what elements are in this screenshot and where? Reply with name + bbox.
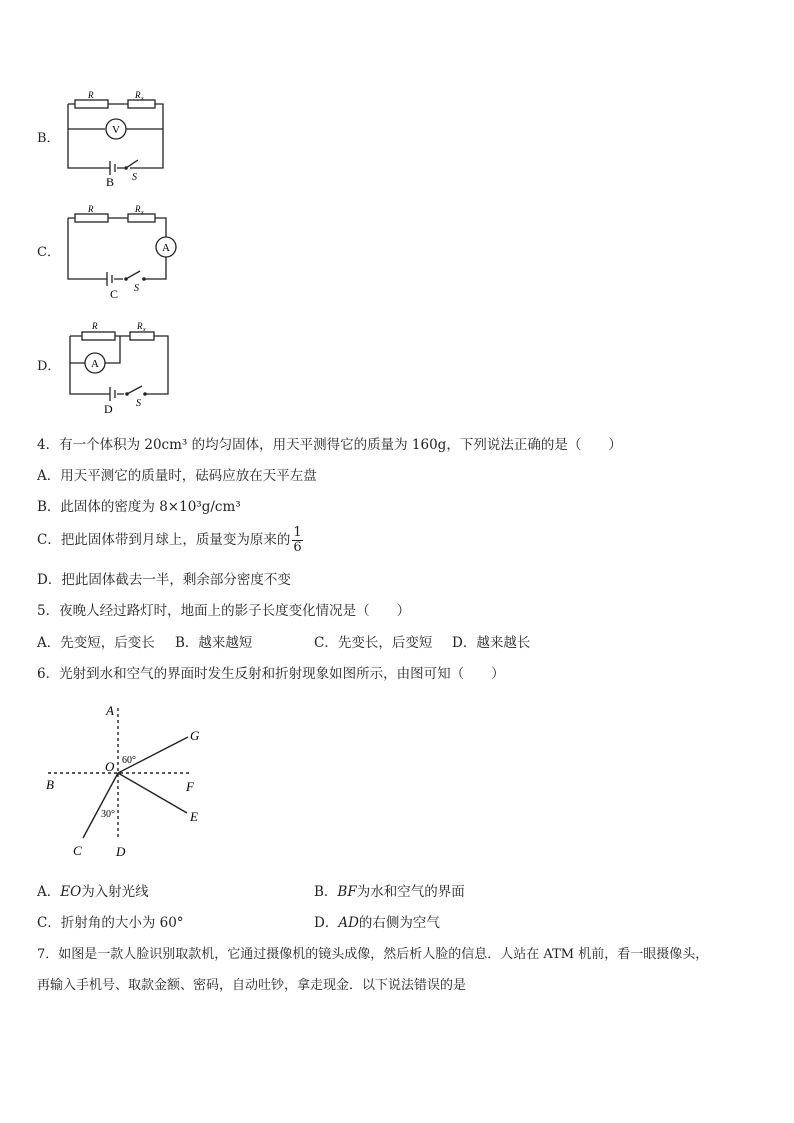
circuit-diagram-d — [60, 318, 180, 418]
r2-subscript: x — [141, 210, 144, 216]
option-c-label: C． — [37, 245, 60, 260]
r2-label: R — [135, 90, 141, 100]
circuit-wire — [68, 104, 163, 168]
label-a: A — [106, 703, 114, 718]
q5-option-c: C．先变长，后变短 — [314, 635, 433, 651]
circuit-diagram-c — [60, 203, 185, 303]
label-c: C — [73, 843, 82, 858]
resistor-rx — [130, 332, 154, 340]
q6-option-d: D．AD的右侧为空气 — [314, 915, 440, 931]
r2-subscript: x — [141, 96, 144, 102]
label-d: D — [116, 844, 126, 859]
circuit-wire — [68, 218, 166, 279]
q6-option-b: B．BF为水和空气的界面 — [314, 884, 465, 900]
refraction-diagram — [40, 700, 220, 860]
label-b: B — [46, 777, 54, 792]
option-d-label: D． — [37, 359, 61, 374]
label-g: G — [190, 728, 200, 743]
r2-label: R — [137, 321, 143, 331]
q4-option-d: D．把此固体截去一半，剩余部分密度不变 — [37, 572, 291, 588]
label-f: F — [186, 779, 194, 794]
q5-stem: 5．夜晚人经过路灯时，地面上的影子长度变化情况是（ ） — [37, 603, 411, 619]
angle-30: 30° — [101, 809, 115, 820]
meter-letter: V — [112, 124, 120, 136]
q5-option-a: A．先变短，后变长 — [37, 635, 155, 651]
switch-label: S — [136, 398, 141, 409]
switch-label: S — [134, 283, 139, 294]
switch-label: S — [132, 172, 137, 183]
angle-60: 60° — [122, 755, 136, 766]
ray-oc — [83, 773, 118, 838]
resistor-r — [82, 332, 115, 340]
resistor-r — [75, 214, 108, 222]
fraction-one-sixth: $\frac{1}{6}$ — [293, 525, 302, 555]
caption-letter: C — [110, 287, 119, 301]
q4-option-c — [37, 526, 303, 555]
r1-label: R — [88, 204, 94, 214]
q6-stem: 6．光射到水和空气的界面时发生反射和折射现象如图所示，由图可知（ ） — [37, 666, 505, 682]
q4-stem: 4．有一个体积为 20cm³ 的均匀固体，用天平测得它的质量为 160g，下列说法正确的是（ ） — [37, 437, 622, 453]
label-o: O — [105, 759, 115, 774]
q7-stem-line1: 7．如图是一款人脸识别取款机，它通过摄像机的镜头成像，然后析人脸的信息．人站在 ATM 机前，看一眼摄像头， — [37, 947, 709, 962]
circuit-diagram-b — [60, 88, 180, 190]
battery-icon — [107, 272, 123, 286]
q4-option-a: A．用天平测它的质量时，砝码应放在天平左盘 — [37, 468, 317, 484]
q5-option-d: D．越来越长 — [452, 635, 531, 651]
caption-letter: D — [104, 402, 113, 416]
option-b-label: B． — [37, 131, 60, 146]
label-e: E — [190, 809, 198, 824]
q6-option-a: A．EO为入射光线 — [37, 884, 149, 900]
resistor-r — [75, 100, 108, 108]
ray-oe — [118, 773, 187, 813]
meter-letter: A — [162, 242, 170, 254]
q6-option-c: C．折射角的大小为 60° — [37, 915, 184, 931]
q7-stem-line2: 再输入手机号、取款金额、密码，自动吐钞，拿走现金．以下说法错误的是 — [37, 978, 467, 993]
q4-option-c-text: C．把此固体带到月球上，质量变为原来的 — [37, 532, 291, 548]
r2-label: R — [135, 204, 141, 214]
r1-label: R — [92, 321, 98, 331]
q5-option-b: B．越来越短 — [175, 635, 253, 651]
battery-icon — [110, 161, 124, 175]
caption-letter: B — [106, 175, 115, 189]
r2-subscript: x — [143, 327, 146, 333]
switch-icon — [126, 271, 140, 279]
q4-option-b: B．此固体的密度为 8×10³g/cm³ — [37, 499, 241, 515]
switch-icon — [126, 160, 138, 168]
battery-icon — [110, 387, 124, 401]
switch-icon — [127, 386, 142, 394]
meter-letter: A — [91, 358, 99, 370]
r1-label: R — [88, 90, 94, 100]
